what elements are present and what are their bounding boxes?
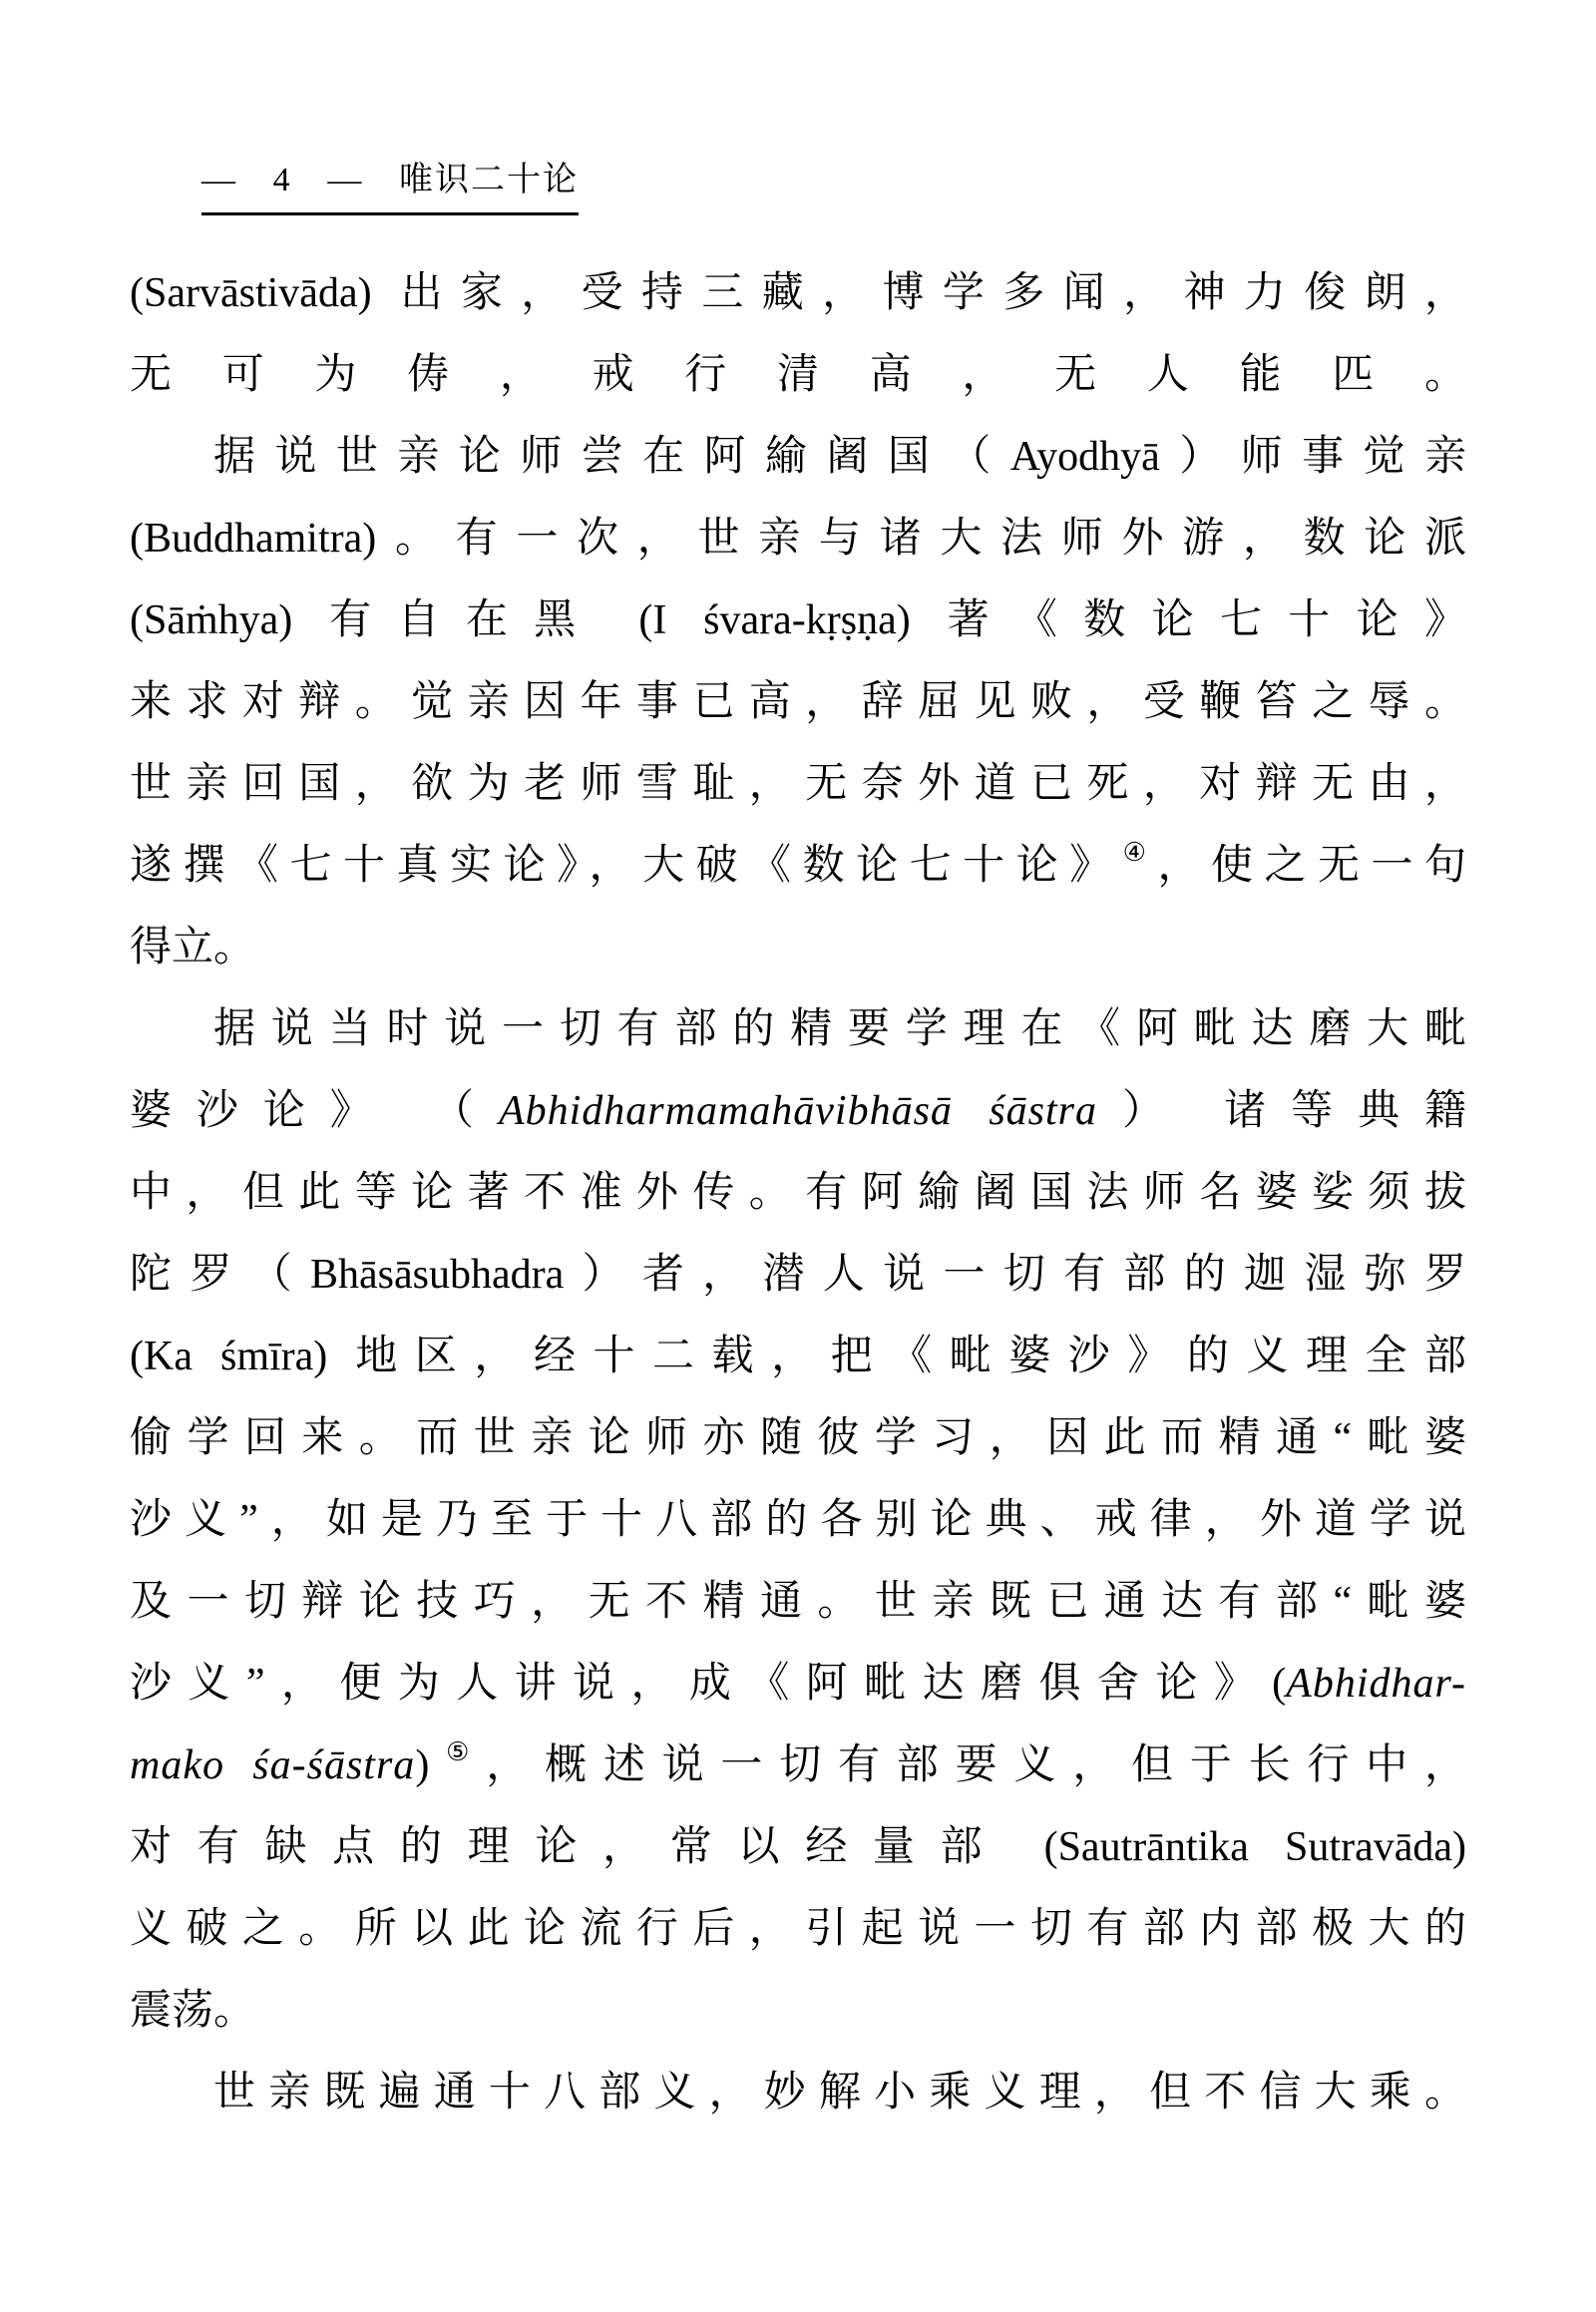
text-segment: 对有缺点的理论，常以经量部 (Sautrāntika Sutravāda) [130, 1824, 1466, 1870]
text-line [130, 1725, 1466, 1806]
text-segment: ) [415, 1742, 430, 1788]
text-segment: 据说世亲论师尝在阿緰阇国（Ayodhyā）师事觉亲 [213, 434, 1466, 480]
text-segment: 据说当时说一切有部的精要学理在《阿毗达磨大毗 [213, 1006, 1466, 1052]
text-segment: 沙义”，便为人讲说，成《阿毗达磨俱舍论》( [130, 1661, 1287, 1707]
text-line [130, 743, 1466, 825]
text-line [130, 334, 1466, 416]
header-dash-right: — [327, 162, 362, 198]
text-line [130, 1479, 1466, 1561]
running-header [201, 152, 579, 215]
text-segment: 震荡。 [130, 1988, 256, 2034]
text-line [130, 2052, 1466, 2133]
text-line [130, 1070, 1466, 1152]
text-line [130, 1806, 1466, 1888]
text-segment: 及一切辩论技巧，无不精通。世亲既已通达有部“毗婆 [130, 1579, 1466, 1625]
text-segment: 偷学回来。而世亲论师亦随彼学习，因此而精通“毗婆 [130, 1415, 1466, 1461]
text-line [130, 498, 1466, 579]
text-segment: 陀罗（Bhāsāsubhadra）者，潜人说一切有部的迦湿弥罗 [130, 1252, 1466, 1298]
text-line [130, 1152, 1466, 1234]
text-segment: 婆沙论》 （ [130, 1088, 499, 1134]
text-line [130, 1888, 1466, 1970]
text-line [130, 1397, 1466, 1479]
text-segment: 沙义”，如是乃至于十八部的各别论典、戒律，外道学说 [130, 1497, 1466, 1543]
header-dash-left: — [201, 162, 235, 198]
text-line [130, 1970, 1466, 2052]
text-segment: ） 诸等典籍 [1097, 1088, 1466, 1134]
text-segment: ，使之无一句 [1157, 843, 1466, 889]
text-line [130, 579, 1466, 661]
text-line [130, 988, 1466, 1070]
text-line [130, 1561, 1466, 1643]
text-line [130, 661, 1466, 743]
text-segment: (Sarvāstivāda) 出家，受持三藏，博学多闻，神力俊朗， [130, 270, 1466, 316]
text-segment: 世亲既遍通十八部义，妙解小乘义理，但不信大乘。 [213, 2070, 1466, 2116]
text-segment: ，概述说一切有部要义，但于长行中， [486, 1742, 1466, 1788]
text-segment: 得立。 [130, 925, 256, 970]
text-segment: 无可为俦，戒行清高，无人能匹。 [130, 352, 1466, 398]
text-segment: 遂撰《七十真实论》，大破《数论七十论》 [130, 843, 1123, 889]
text-segment: 来求对辩。觉亲因年事已高，辞屈见败，受鞭笞之辱。 [130, 679, 1466, 725]
body-text [130, 252, 1466, 2133]
text-line [130, 907, 1466, 988]
text-segment: 义破之。所以此论流行后，引起说一切有部内部极大的 [130, 1906, 1466, 1952]
text-segment: Abhidharmamahāvibhāsā śāstra [498, 1088, 1098, 1134]
text-line [130, 825, 1466, 907]
text-segment: (Sāṁhya) 有自在黑 (I śvara-kṛṣṇa) 著《数论七十论》 [130, 597, 1466, 643]
text-line [130, 1234, 1466, 1316]
text-segment: 中，但此等论著不准外传。有阿緰阇国法师名婆娑须拔 [130, 1170, 1466, 1216]
text-segment: (Ka śmīra) 地区，经十二载，把《毗婆沙》的义理全部 [130, 1334, 1466, 1379]
text-line [130, 416, 1466, 498]
page-number: 4 [272, 162, 290, 198]
text-segment: Abhidhar- [1286, 1661, 1466, 1707]
text-segment: mako śa-śāstra [130, 1742, 416, 1788]
text-segment: (Buddhamitra)。有一次，世亲与诸大法师外游，数论派 [130, 516, 1466, 562]
footnote-marker: ⑤ [429, 1737, 487, 1766]
text-line [130, 252, 1466, 334]
text-line [130, 1316, 1466, 1397]
text-segment: 世亲回国，欲为老师雪耻，无奈外道已死，对辩无由， [130, 761, 1466, 807]
book-title: 唯识二十论 [398, 162, 579, 198]
text-line [130, 1643, 1466, 1725]
footnote-marker: ④ [1122, 838, 1158, 867]
